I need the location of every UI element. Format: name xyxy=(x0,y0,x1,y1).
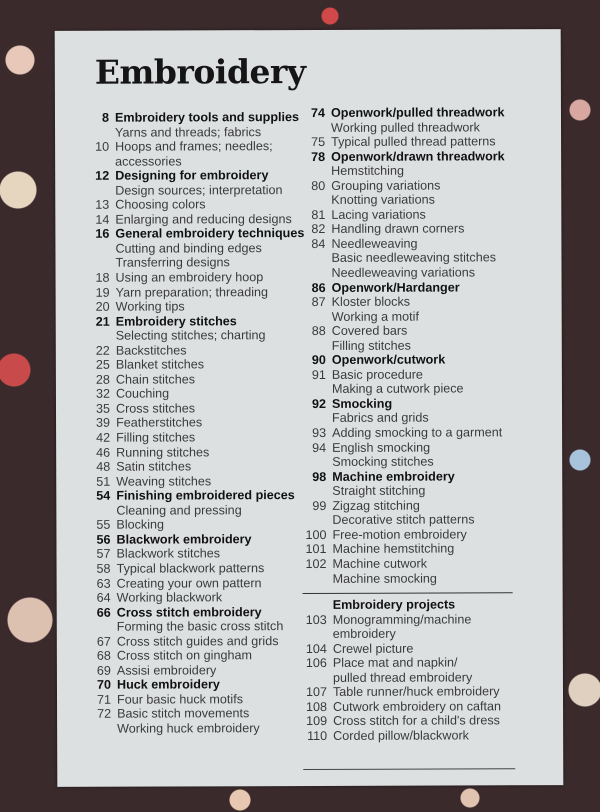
contents-page xyxy=(55,29,564,787)
toc-entry xyxy=(76,445,321,460)
toc-section xyxy=(290,396,550,411)
project-entries xyxy=(291,612,551,744)
toc-entry xyxy=(290,411,550,426)
page-number: 67 xyxy=(96,634,111,649)
entry-title: Handling drawn corners xyxy=(331,221,465,237)
page-number: 20 xyxy=(95,299,110,314)
toc-entry xyxy=(291,684,551,699)
page-number: 104 xyxy=(305,641,327,656)
entry-title: Needleweaving xyxy=(331,236,418,251)
entry-title: Place mat and napkin/ xyxy=(332,655,458,671)
entry-title: Couching xyxy=(115,386,170,402)
toc-entry xyxy=(75,255,320,270)
page-number: 90 xyxy=(311,353,326,368)
page-number xyxy=(289,193,331,208)
entry-title: Embroidery stitches xyxy=(115,313,237,329)
page-number: 16 xyxy=(95,227,110,242)
toc-entry xyxy=(76,459,321,474)
page-title: Embroidery xyxy=(94,52,306,92)
entry-title: Machine smocking xyxy=(332,571,437,586)
entry-title: Covered bars xyxy=(331,323,408,339)
entry-title: Openwork/pulled threadwork xyxy=(330,105,505,120)
page-number: 58 xyxy=(96,561,111,576)
page-number xyxy=(77,620,117,635)
entry-title: Lacing variations xyxy=(331,207,426,222)
entry-title: Working huck embroidery xyxy=(117,721,260,736)
toc-entry xyxy=(290,265,550,280)
toc-entry xyxy=(75,139,320,154)
entry-title: Openwork/drawn threadwork xyxy=(331,148,505,164)
page-number: 13 xyxy=(95,197,110,213)
page-number: 46 xyxy=(96,445,111,460)
toc-entry xyxy=(291,655,551,670)
toc-entry xyxy=(77,561,322,576)
toc-entry xyxy=(77,721,322,736)
entry-title: Blackwork stitches xyxy=(116,546,221,562)
page-number: 92 xyxy=(311,396,327,411)
toc-entry xyxy=(77,706,322,721)
page-number: 10 xyxy=(95,139,110,154)
entry-title: Hemstitching xyxy=(331,163,404,179)
entry-title: Blanket stitches xyxy=(115,357,205,372)
entry-title: Working a motif xyxy=(331,309,419,324)
page-number xyxy=(75,125,115,140)
page-number xyxy=(290,411,332,426)
entry-title: Cutting and binding edges xyxy=(115,241,262,256)
entry-title: Choosing colors xyxy=(115,197,206,212)
toc-entry xyxy=(76,517,321,532)
toc-entry xyxy=(290,338,550,353)
entry-title: Cross stitch for a child's dress xyxy=(333,713,500,729)
entry-title: Typical pulled thread patterns xyxy=(331,134,496,150)
entry-title: Openwork/cutwork xyxy=(331,352,446,368)
entry-title: Machine embroidery xyxy=(332,469,455,484)
toc-entry xyxy=(75,241,320,256)
entry-title: Monogramming/machine xyxy=(332,612,472,627)
entry-title: Design sources; interpretation xyxy=(115,182,283,198)
page-number: 99 xyxy=(312,498,327,513)
page-number: 68 xyxy=(96,648,111,663)
toc-entry xyxy=(77,634,322,649)
page-number: 86 xyxy=(311,280,326,295)
toc-entry xyxy=(289,222,549,237)
page-number xyxy=(290,339,332,354)
toc-entry xyxy=(76,357,321,372)
page-number: 55 xyxy=(96,518,111,533)
entry-title: Creating your own pattern xyxy=(116,575,262,591)
page-number xyxy=(290,310,332,325)
entry-title: Assisi embroidery xyxy=(116,663,217,678)
page-number: 110 xyxy=(307,728,328,743)
entry-title: Finishing embroidered pieces xyxy=(116,488,295,503)
toc-entry xyxy=(76,430,321,445)
page-number: 57 xyxy=(96,547,111,562)
page-number xyxy=(290,266,332,281)
page-number: 35 xyxy=(95,401,111,416)
entry-title: Blackwork embroidery xyxy=(116,532,252,547)
toc-section xyxy=(77,605,322,620)
page-number: 108 xyxy=(306,699,328,714)
entry-title: Huck embroidery xyxy=(116,677,220,693)
page-number: 21 xyxy=(95,314,110,329)
entry-title: Embroidery tools and supplies xyxy=(114,110,300,125)
page-number xyxy=(75,154,115,169)
toc-entry xyxy=(290,440,550,455)
entry-title: accessories xyxy=(115,154,182,169)
page-number: 93 xyxy=(312,425,327,441)
entry-title: Yarn preparation; threading xyxy=(115,284,269,300)
toc-entry xyxy=(76,328,321,343)
toc-entry xyxy=(290,382,550,397)
page-number: 51 xyxy=(96,474,111,489)
entry-title: Hoops and frames; needles; xyxy=(115,139,273,154)
page-number xyxy=(290,484,332,499)
toc-entry xyxy=(77,663,322,678)
page-number: 14 xyxy=(95,212,110,227)
entry-title: Cross stitch on gingham xyxy=(116,648,252,663)
entry-title: Knotting variations xyxy=(331,192,435,208)
page-number: 48 xyxy=(96,459,111,474)
page-number: 109 xyxy=(306,714,328,729)
toc-section xyxy=(76,314,321,329)
page-number xyxy=(291,571,333,586)
page-number: 64 xyxy=(96,590,111,605)
entry-title: Working blackwork xyxy=(116,590,223,605)
page-number: 72 xyxy=(97,707,112,722)
right-entries xyxy=(289,105,551,586)
page-number: 75 xyxy=(311,135,326,150)
toc-entry xyxy=(290,294,550,309)
toc-section xyxy=(290,280,550,295)
entry-title: Using an embroidery hoop xyxy=(115,270,264,285)
page-number xyxy=(290,513,332,528)
toc-entry xyxy=(75,183,320,198)
toc-section xyxy=(76,532,321,547)
page-number: 28 xyxy=(95,372,110,387)
entry-title: Blocking xyxy=(116,517,165,532)
entry-title: embroidery xyxy=(332,626,396,642)
page-number: 74 xyxy=(310,105,325,120)
entry-title: Backstitches xyxy=(115,343,187,358)
page-number: 98 xyxy=(312,469,327,484)
entry-title: Cutwork embroidery on caftan xyxy=(333,699,502,714)
page-number: 54 xyxy=(96,488,111,503)
page-number: 82 xyxy=(311,222,326,237)
entry-title: Straight stitching xyxy=(332,483,426,499)
page-number xyxy=(289,120,331,135)
entry-title: Cross stitches xyxy=(115,401,196,416)
toc-entry xyxy=(76,285,321,300)
toc-entry xyxy=(291,556,551,571)
toc-entry xyxy=(75,197,320,212)
entry-title: Fabrics and grids xyxy=(332,411,429,426)
entry-title: Four basic huck motifs xyxy=(116,692,244,707)
toc-entry xyxy=(290,512,550,527)
entry-title: Decorative stitch patterns xyxy=(332,512,475,528)
page-number: 8 xyxy=(101,110,110,125)
page-number: 70 xyxy=(96,678,111,693)
projects-heading xyxy=(291,597,551,612)
toc-section xyxy=(289,105,549,120)
toc-entry xyxy=(77,619,322,634)
toc-entry xyxy=(291,699,551,714)
toc-entry xyxy=(290,367,550,382)
toc-entry xyxy=(76,415,321,430)
toc-entry xyxy=(290,527,550,542)
entry-title: Making a cutwork piece xyxy=(331,381,464,397)
page-number: 78 xyxy=(311,149,326,164)
entry-title: Filling stitches xyxy=(331,338,411,353)
page-number: 81 xyxy=(311,207,326,222)
page-number xyxy=(290,382,332,397)
page-number: 66 xyxy=(96,605,111,620)
page-number: 87 xyxy=(311,295,326,310)
page-number xyxy=(290,455,332,470)
toc-entry xyxy=(289,192,549,207)
page-number: 39 xyxy=(96,416,111,431)
entry-title: Grouping variations xyxy=(331,178,441,193)
page-number xyxy=(76,329,116,344)
page-number: 94 xyxy=(312,440,327,455)
toc-entry xyxy=(76,299,321,314)
page-number xyxy=(76,503,116,518)
toc-section xyxy=(289,149,549,164)
toc-entry xyxy=(77,692,322,707)
entry-title: Working pulled threadwork xyxy=(330,119,480,135)
toc-entry xyxy=(291,670,551,685)
entry-title: Cross stitch embroidery xyxy=(116,604,262,620)
page-number xyxy=(75,256,115,271)
entry-title: General embroidery techniques xyxy=(115,226,305,242)
toc-entry xyxy=(290,425,550,440)
toc-entry xyxy=(289,178,549,193)
left-column xyxy=(75,110,322,736)
page-number: 100 xyxy=(305,527,327,542)
page-number: 18 xyxy=(95,270,110,285)
entry-title: Machine hemstitching xyxy=(332,541,455,557)
page-number: 88 xyxy=(311,324,326,339)
entry-title: pulled thread embroidery xyxy=(332,670,473,685)
toc-section xyxy=(75,168,320,183)
entry-title: Table runner/huck embroidery xyxy=(332,684,500,700)
toc-entry xyxy=(291,641,551,656)
page-number: 103 xyxy=(305,612,327,627)
entry-title: Crewel picture xyxy=(332,641,414,656)
entry-title: Selecting stitches; charting xyxy=(115,328,266,343)
toc-section xyxy=(290,352,550,367)
toc-entry xyxy=(290,483,550,498)
toc-section xyxy=(77,677,322,692)
toc-entry xyxy=(76,270,321,285)
entry-title: Free-motion embroidery xyxy=(332,527,467,542)
toc-entry xyxy=(76,401,321,416)
toc-entry xyxy=(290,323,550,338)
page-number xyxy=(289,164,331,179)
toc-entry xyxy=(77,575,322,590)
entry-title: Running stitches xyxy=(116,444,210,460)
toc-entry xyxy=(76,343,321,358)
right-column xyxy=(289,105,551,743)
toc-section xyxy=(75,226,320,241)
page-number: 22 xyxy=(95,343,110,358)
page-number: 84 xyxy=(311,236,326,251)
page-number xyxy=(77,722,117,737)
toc-entry xyxy=(289,163,549,178)
entry-title: Cleaning and pressing xyxy=(116,503,242,518)
entry-title: Kloster blocks xyxy=(331,294,411,310)
toc-entry xyxy=(290,454,550,469)
entry-title: Cross stitch guides and grids xyxy=(116,633,279,649)
entry-title: Adding smocking to a garment xyxy=(332,425,503,440)
entry-title: Basic procedure xyxy=(331,367,423,382)
page-number: 101 xyxy=(305,542,327,557)
page-number: 80 xyxy=(311,178,326,193)
toc-entry xyxy=(75,125,320,140)
toc-entry xyxy=(290,542,550,557)
page-number: 63 xyxy=(96,576,111,591)
page-number xyxy=(291,627,333,642)
toc-entry xyxy=(289,236,549,251)
page-number: 69 xyxy=(96,663,111,678)
page-number: 107 xyxy=(305,685,328,700)
entry-title: Transferring designs xyxy=(115,255,230,271)
entry-title: Smocking stitches xyxy=(332,454,434,470)
entry-title: Typical blackwork patterns xyxy=(116,561,265,576)
page-number: 71 xyxy=(96,692,112,707)
page-number: 56 xyxy=(96,532,111,547)
entry-title: Openwork/Hardanger xyxy=(331,280,460,295)
page-number xyxy=(289,251,331,266)
toc-entry xyxy=(76,386,321,401)
toc-section xyxy=(76,488,321,503)
entry-title: Zigzag stitching xyxy=(332,498,420,513)
toc-entry xyxy=(289,251,549,266)
toc-section xyxy=(75,110,320,125)
toc-entry xyxy=(291,571,551,586)
entry-title: Basic stitch movements xyxy=(117,706,250,722)
toc-entry xyxy=(76,372,321,387)
toc-entry xyxy=(291,626,551,641)
entry-title: Featherstitches xyxy=(116,415,203,431)
page-number: 19 xyxy=(95,285,110,300)
entry-title: Filling stitches xyxy=(116,430,196,445)
entry-title: Smocking xyxy=(331,396,393,411)
toc-entry xyxy=(76,503,321,518)
toc-entry xyxy=(291,612,551,627)
toc-entry xyxy=(77,648,322,663)
page-number: 91 xyxy=(311,367,326,382)
divider xyxy=(303,592,513,594)
toc-entry xyxy=(290,498,550,513)
page-number: 42 xyxy=(96,430,111,445)
entry-title: Designing for embroidery xyxy=(115,168,269,183)
toc-entry xyxy=(75,154,320,169)
entry-title: Chain stitches xyxy=(115,372,196,387)
toc-entry xyxy=(77,590,322,605)
page-number xyxy=(75,183,115,198)
page-number: 32 xyxy=(95,387,110,402)
entry-title: Needleweaving variations xyxy=(331,265,476,280)
toc-entry xyxy=(76,474,321,489)
entry-title: Working tips xyxy=(115,299,185,314)
projects-heading-text: Embroidery projects xyxy=(332,597,456,612)
entry-title: Corded pillow/blackwork xyxy=(333,728,469,743)
entry-title: Basic needleweaving stitches xyxy=(331,250,497,266)
toc-entry xyxy=(291,728,551,743)
entry-title: Weaving stitches xyxy=(116,474,212,489)
page-number: 12 xyxy=(95,168,110,183)
toc-entry xyxy=(289,207,549,222)
page-number: 25 xyxy=(95,357,110,373)
entry-title: Enlarging and reducing designs xyxy=(115,211,292,227)
page-number: 106 xyxy=(305,656,327,671)
entry-title: Forming the basic cross stitch xyxy=(116,619,284,634)
page-number xyxy=(291,671,333,686)
toc-entry xyxy=(75,212,320,227)
toc-section xyxy=(290,469,550,484)
toc-entry xyxy=(289,120,549,135)
entry-title: Satin stitches xyxy=(116,459,192,474)
bottom-divider xyxy=(303,768,515,770)
toc-entry xyxy=(76,546,321,561)
page-number xyxy=(75,242,115,257)
toc-entry xyxy=(289,134,549,149)
page-number: 102 xyxy=(305,556,327,571)
toc-entry xyxy=(291,714,551,729)
entry-title: English smocking xyxy=(332,440,431,455)
toc-entry xyxy=(290,309,550,324)
entry-title: Yarns and threads; fabrics xyxy=(115,124,262,140)
entry-title: Machine cutwork xyxy=(332,556,428,571)
